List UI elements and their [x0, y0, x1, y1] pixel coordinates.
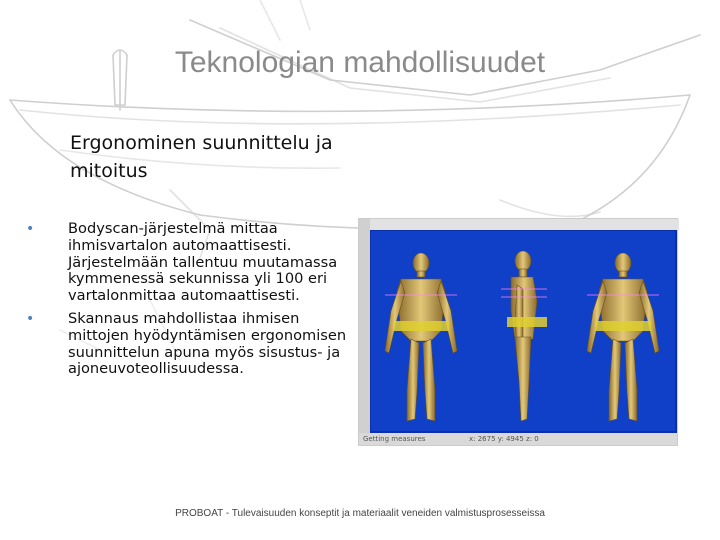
bullet-text: Skannaus mahdollistaa ihmisen mittojen hyödyntämisen ergonomisen suunnittelun apuna myös sisustus- ja ajoneuvoteollisuudessa.	[68, 309, 347, 378]
scan-status-left: Getting measures	[363, 435, 426, 443]
back-body-figure	[587, 253, 659, 421]
body-scan-image	[358, 218, 678, 446]
bullet-text: Bodyscan-järjestelmä mittaa ihmisvartalon automaattisesti. Järjestelmään tallentuu muutamassa kymmenessä sekunnissa yli 100 eri vartalonmittaa automaattisesti.	[68, 220, 338, 305]
bullet-marker-icon: •	[26, 310, 35, 327]
scan-status-right: x: 2675 y: 4945 z: 0	[469, 435, 539, 443]
scan-toolbar-top	[370, 219, 679, 230]
scan-viewport	[371, 231, 675, 431]
bullet-list	[26, 221, 356, 384]
body-figures-graphic	[371, 231, 675, 431]
slide-footer: PROBOAT - Tulevaisuuden konseptit ja materiaalit veneiden valmistusprosesseissa	[175, 508, 545, 519]
scan-status-bar	[359, 433, 677, 445]
bullet-item	[26, 221, 356, 305]
slide-title: Teknologian mahdollisuudet	[174, 46, 546, 79]
front-body-figure	[385, 253, 457, 421]
bullet-marker-icon: •	[26, 221, 35, 237]
scan-toolbar-left	[359, 219, 370, 435]
bullet-item	[26, 311, 356, 378]
slide-subheading: Ergonominen suunnittelu ja mitoitus	[70, 132, 333, 182]
side-body-figure	[511, 251, 537, 421]
